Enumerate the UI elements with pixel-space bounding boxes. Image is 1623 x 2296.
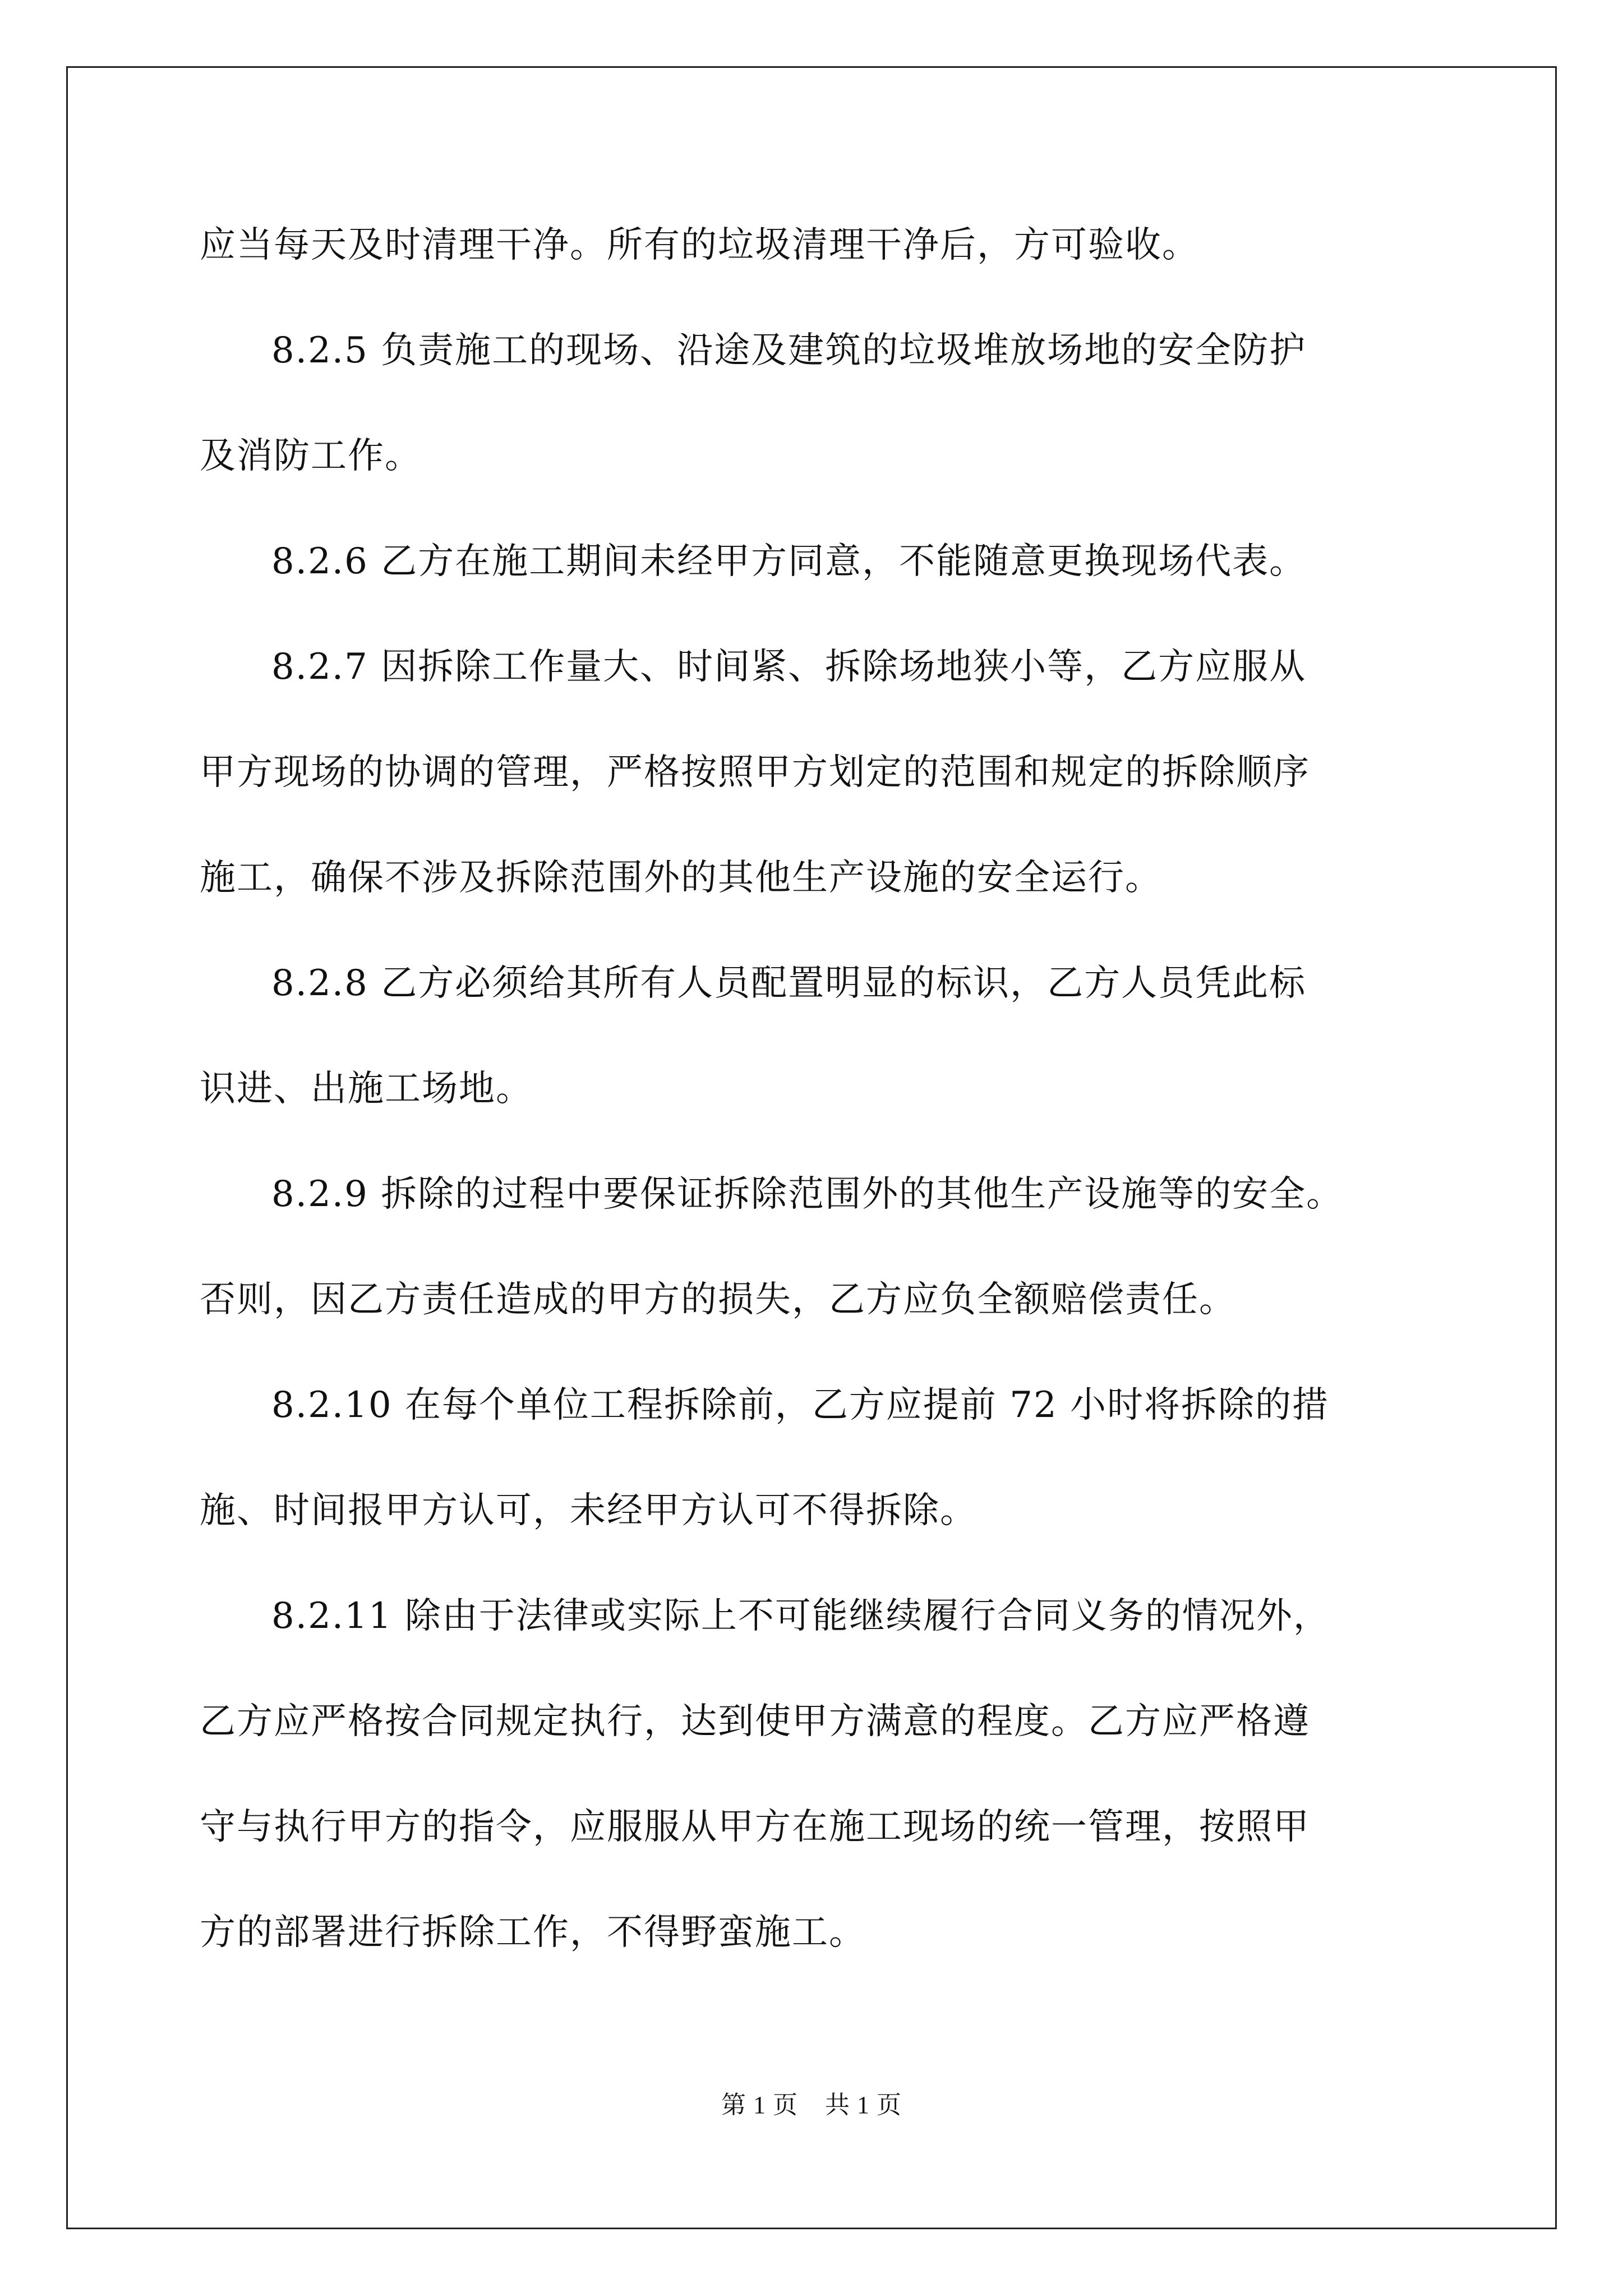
text-line: 施、时间报甲方认可，未经甲方认可不得拆除。	[200, 1490, 977, 1531]
text-line: 乙方应严格按合同规定执行，达到使甲方满意的程度。乙方应严格遵	[200, 1701, 1310, 1742]
text-line: 应当每天及时清理干净。所有的垃圾清理干净后，方可验收。	[200, 224, 1199, 266]
page-total: 共 1 页	[825, 2091, 902, 2119]
text-line: 否则，因乙方责任造成的甲方的损失，乙方应负全额赔偿责任。	[200, 1279, 1236, 1320]
text-line: 及消防工作。	[200, 435, 422, 477]
text-line: 甲方现场的协调的管理，严格按照甲方划定的范围和规定的拆除顺序	[200, 752, 1310, 793]
clause-8-2-9: 8.2.9 拆除的过程中要保证拆除范围外的其他生产设施等的安全。	[271, 1174, 1344, 1215]
clause-8-2-8: 8.2.8 乙方必须给其所有人员配置明显的标识，乙方人员凭此标	[271, 963, 1307, 1004]
text-line: 守与执行甲方的指令，应服服从甲方在施工现场的统一管理，按照甲	[200, 1806, 1310, 1848]
clause-8-2-10: 8.2.10 在每个单位工程拆除前，乙方应提前 72 小时将拆除的措	[271, 1384, 1330, 1426]
clause-8-2-6: 8.2.6 乙方在施工期间未经甲方同意，不能随意更换现场代表。	[271, 541, 1307, 582]
page-number: 第 1 页	[721, 2091, 798, 2119]
clause-8-2-11: 8.2.11 除由于法律或实际上不可能继续履行合同义务的情况外，	[271, 1595, 1330, 1637]
clause-8-2-7: 8.2.7 因拆除工作量大、时间紧、拆除场地狭小等，乙方应服从	[271, 646, 1307, 688]
text-line: 施工，确保不涉及拆除范围外的其他生产设施的安全运行。	[200, 857, 1162, 899]
text-line: 方的部署进行拆除工作，不得野蛮施工。	[200, 1912, 866, 1953]
text-line: 识进、出施工场地。	[200, 1068, 533, 1110]
clause-8-2-5: 8.2.5 负责施工的现场、沿途及建筑的垃圾堆放场地的安全防护	[271, 330, 1307, 371]
page-footer	[0, 2088, 1623, 2122]
